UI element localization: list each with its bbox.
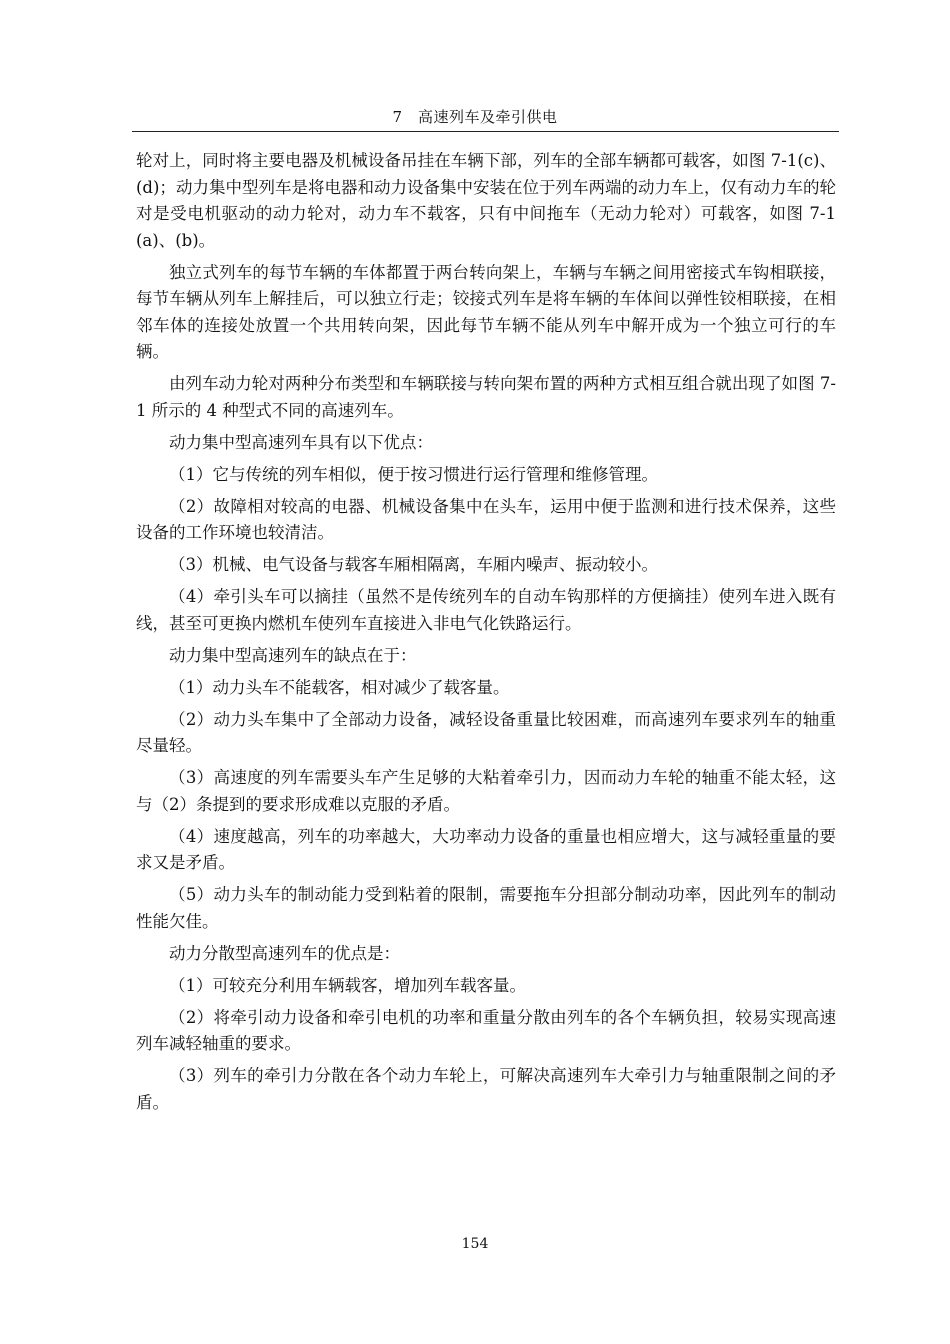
paragraph-continued: 轮对上，同时将主要电器及机械设备吊挂在车辆下部，列车的全部车辆都可载客，如图 7-1(c)、(d)；动力集中型列车是将电器和动力设备集中安装在位于列车两端的动力车上，仅有动力车的轮对是受电机驱动的动力轮对，动力车不载客，只有中间拖车（无动力轮对）可载客，如图 7-1(a)、(b)。 <box>136 151 836 250</box>
list-item: （5）动力头车的制动能力受到粘着的限制，需要拖车分担部分制动功率，因此列车的制动性能欠佳。 <box>136 885 836 931</box>
list-item: （3）机械、电气设备与载客车厢相隔离，车厢内噪声、振动较小。 <box>169 555 658 574</box>
list-item: （4）牵引头车可以摘挂（虽然不是传统列车的自动车钩那样的方便摘挂）使列车进入既有线，甚至可更换内燃机车使列车直接进入非电气化铁路运行。 <box>136 587 836 633</box>
paragraph: 动力集中型高速列车的缺点在于： <box>169 645 417 665</box>
list-item: （3）列车的牵引力分散在各个动力车轮上，可解决高速列车大牵引力与轴重限制之间的矛盾。 <box>136 1066 836 1112</box>
paragraph: 由列车动力轮对两种分布类型和车辆联接与转向架布置的两种方式相互组合就出现了如图 7-1 所示的 4 种型式不同的高速列车。 <box>136 374 836 420</box>
body-text <box>136 148 836 1122</box>
paragraph: 动力集中型高速列车具有以下优点： <box>169 432 433 452</box>
running-header: 7 高速列车及牵引供电 <box>392 108 558 126</box>
header-divider <box>132 131 839 132</box>
page-number: 154 <box>461 1236 489 1252</box>
paragraph: 动力分散型高速列车的优点是： <box>169 943 400 963</box>
list-item: （1）动力头车不能载客，相对减少了载客量。 <box>169 677 510 697</box>
list-item: （2）动力头车集中了全部动力设备，减轻设备重量比较困难，而高速列车要求列车的轴重尽量轻。 <box>136 709 836 755</box>
list-item: （3）高速度的列车需要头车产生足够的大粘着牵引力，因而动力车轮的轴重不能太轻，这与（2）条提到的要求形成难以克服的矛盾。 <box>136 768 836 814</box>
list-item: （2）故障相对较高的电器、机械设备集中在头车，运用中便于监测和进行技术保养，这些设备的工作环境也较清洁。 <box>136 496 836 542</box>
list-item: （2）将牵引动力设备和牵引电机的功率和重量分散由列车的各个车辆负担，较易实现高速列车减轻轴重的要求。 <box>136 1007 836 1053</box>
list-item: （1）它与传统的列车相似，便于按习惯进行运行管理和维修管理。 <box>169 464 658 484</box>
list-item: （4）速度越高，列车的功率越大，大功率动力设备的重量也相应增大，这与减轻重量的要求又是矛盾。 <box>136 826 836 872</box>
paragraph: 独立式列车的每节车辆的车体都置于两台转向架上，车辆与车辆之间用密接式车钩相联接，每节车辆从列车上解挂后，可以独立行走；铰接式列车是将车辆的车体间以弹性铰相联接，在相邻车体的连接处放置一个共用转向架，因此每节车辆不能从列车中解开成为一个独立可行的车辆。 <box>136 262 836 361</box>
list-item: （1）可较充分利用车辆载客，增加列车载客量。 <box>169 975 526 995</box>
